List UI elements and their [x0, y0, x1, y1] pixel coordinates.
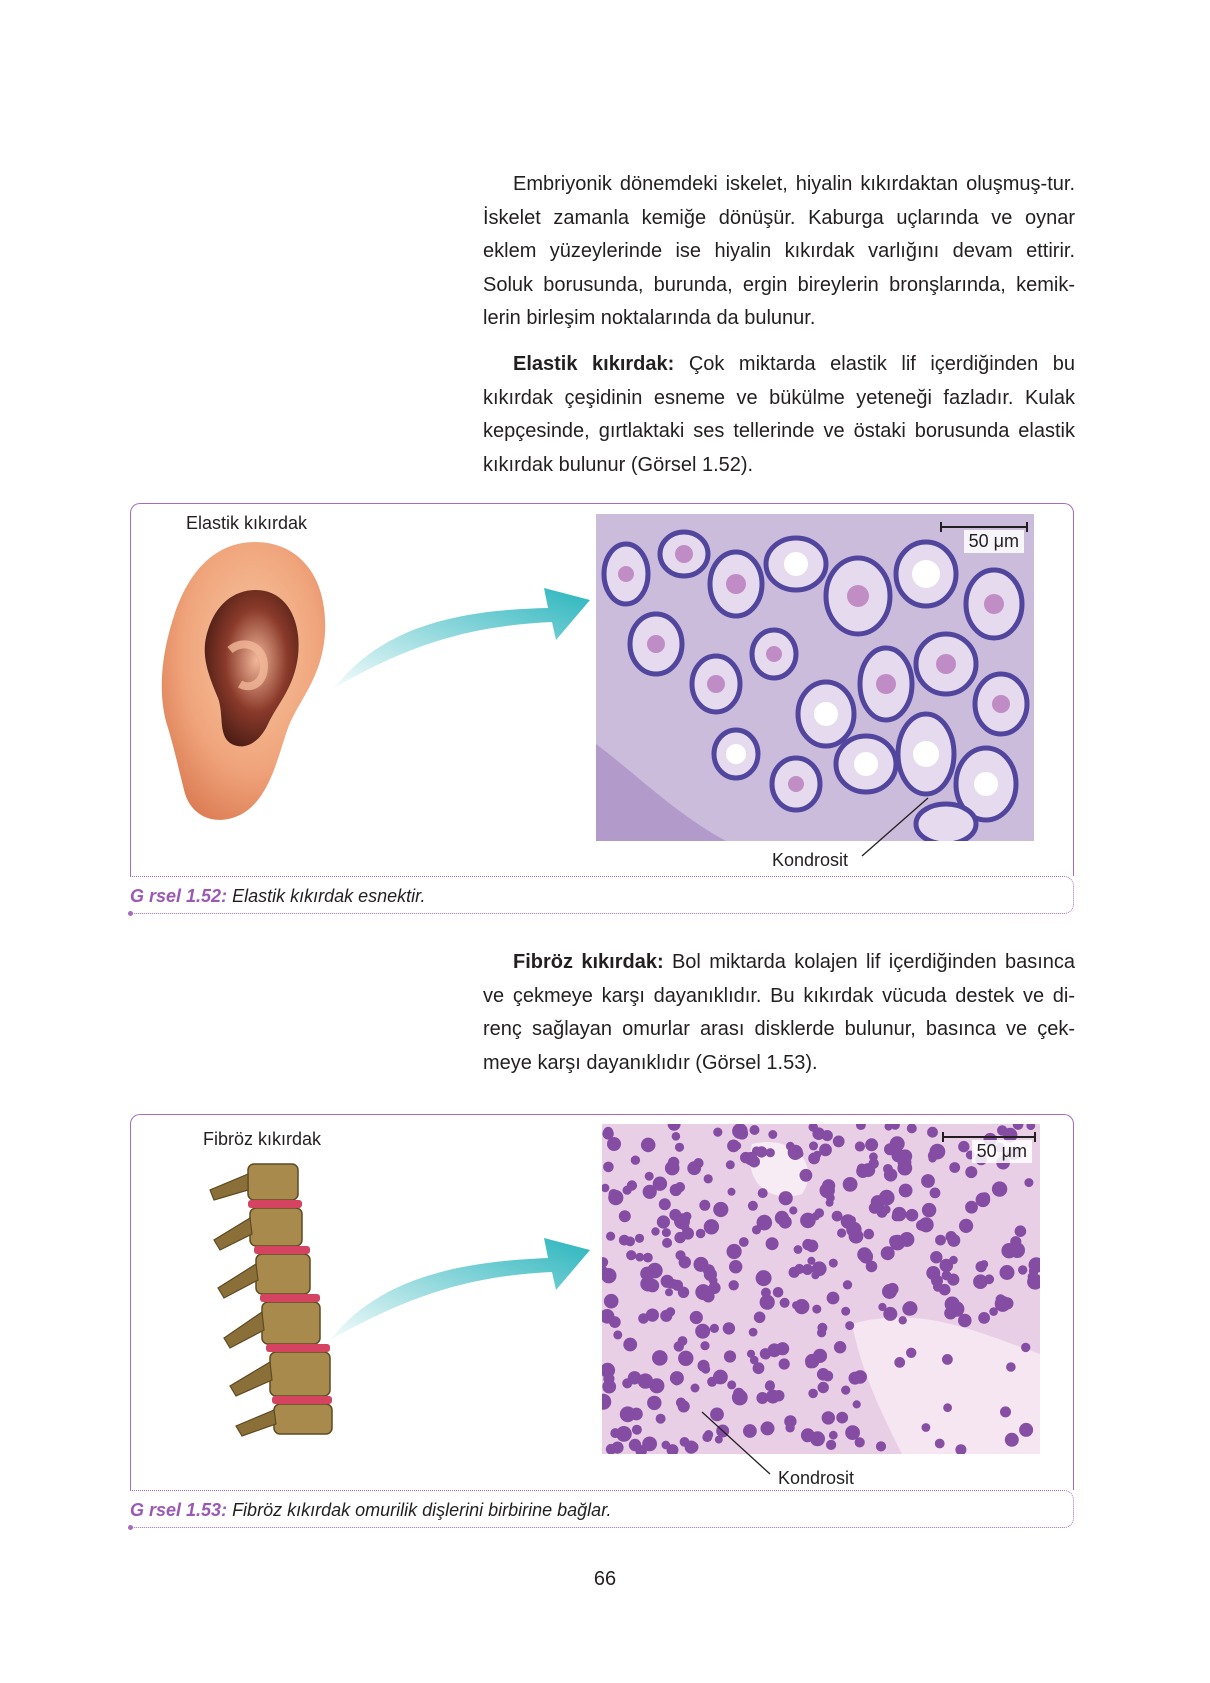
chondrocyte-nucleus [675, 1143, 684, 1152]
chondrocyte-nucleus [666, 1307, 675, 1316]
chondrocyte-nucleus [779, 1215, 792, 1228]
chondrocyte-nucleus [1000, 1265, 1015, 1280]
chondrocyte-nucleus [1005, 1433, 1019, 1447]
chondrocyte-nucleus [976, 1261, 987, 1272]
chondrocyte-nucleus [773, 1390, 784, 1401]
chondrocyte-nucleus [810, 1431, 825, 1446]
chondrocyte-nucleus [837, 1228, 846, 1237]
chondrocyte-nucleus [829, 1259, 838, 1268]
chondrocyte-nucleus [710, 1324, 719, 1333]
chondrocyte-nucleus [604, 1294, 619, 1309]
chondrocyte-nucleus [943, 1403, 952, 1412]
chondrocyte-nucleus [780, 1298, 790, 1308]
page-number: 66 [593, 1568, 617, 1590]
chondrocyte-nucleus [713, 1202, 728, 1217]
chondrocyte-nucleus [864, 1229, 875, 1240]
chondrocyte-nucleus [855, 1141, 865, 1151]
chondrocyte-nucleus [1018, 1265, 1027, 1274]
chondrocyte-nucleus [906, 1209, 919, 1222]
chondrocyte-nucleus [626, 1250, 636, 1260]
chondrocyte-nucleus [691, 1384, 700, 1393]
chondrocyte-nucleus [656, 1414, 666, 1424]
chondrocyte-nucleus [647, 1396, 661, 1410]
chondrocyte-nucleus [815, 1208, 825, 1218]
chondrocyte-nucleus [808, 1153, 820, 1165]
paragraph-hyaline [483, 168, 1075, 336]
figure-1-pointer-label: Kondrosit [772, 850, 849, 870]
term-elastic: Elastik kıkırdak: [513, 353, 675, 375]
chondrocyte-nucleus [876, 1441, 886, 1451]
chondrocyte-nucleus [978, 1312, 990, 1324]
chondrocyte-nucleus [707, 1377, 717, 1387]
chondrocyte-nucleus [827, 1292, 840, 1305]
chondrocyte-nucleus [809, 1141, 818, 1150]
chondrocyte-nucleus [623, 1338, 637, 1352]
chondrocyte-nucleus [857, 1164, 867, 1174]
chondrocyte-nucleus [750, 1125, 760, 1135]
spine-illustration [200, 1160, 340, 1438]
figure-2-caption-number: G rsel 1.53: [130, 1500, 228, 1520]
chondrocyte-nucleus [942, 1271, 952, 1281]
chondrocyte-nucleus [922, 1423, 931, 1432]
chondrocyte-nucleus [635, 1253, 644, 1262]
figure-2-caption [130, 1500, 612, 1521]
chondrocyte-nucleus [792, 1301, 800, 1309]
chondrocyte-nucleus [727, 1244, 742, 1259]
chondrocyte-nucleus [610, 1428, 620, 1438]
pointer-line-1 [860, 796, 930, 858]
chondrocyte-nucleus [739, 1237, 749, 1247]
chondrocyte-nucleus [819, 1144, 832, 1157]
chondrocyte-nucleus [682, 1212, 691, 1221]
chondrocyte-nucleus [646, 1279, 659, 1292]
chondrocyte-nucleus [1028, 1272, 1036, 1280]
chondrocyte-nucleus [628, 1371, 641, 1384]
scale-bar-2-label: 50 μm [972, 1140, 1032, 1163]
chondrocyte-nucleus [820, 1183, 835, 1198]
chondrocyte-nucleus [661, 1275, 674, 1288]
chondrocyte-nucleus [916, 1220, 927, 1231]
chondrocyte-nucleus [843, 1280, 852, 1289]
chondrocyte-nucleus [853, 1400, 861, 1408]
chondrocyte-nucleus [935, 1439, 945, 1449]
chondrocyte-nucleus [817, 1323, 827, 1333]
chondrocyte-nucleus [733, 1142, 741, 1150]
chondrocyte-nucleus [724, 1350, 736, 1362]
chondrocyte-nucleus [889, 1235, 901, 1247]
chondrocyte-nucleus [882, 1284, 897, 1299]
chondrocyte-nucleus [657, 1215, 670, 1228]
chondrocyte-nucleus [812, 1305, 821, 1314]
chondrocyte-nucleus [802, 1239, 813, 1250]
chondrocyte-nucleus [758, 1188, 768, 1198]
chondrocyte-nucleus [602, 1128, 613, 1139]
chondrocyte-nucleus [1001, 1243, 1016, 1258]
chondrocyte-nucleus [829, 1431, 838, 1440]
chondrocyte-nucleus [619, 1210, 631, 1222]
chondrocyte-nucleus [892, 1207, 906, 1221]
chondrocyte-nucleus [965, 1201, 978, 1214]
chondrocyte-nucleus [736, 1128, 748, 1140]
chondrocyte-nucleus [857, 1247, 872, 1262]
chondrocyte-nucleus [833, 1136, 845, 1148]
chondrocyte-nucleus [652, 1350, 668, 1366]
chondrocyte-nucleus [1001, 1297, 1013, 1309]
chondrocyte-nucleus [921, 1174, 935, 1188]
chondrocyte-nucleus [729, 1260, 742, 1273]
chondrocyte-nucleus [1024, 1178, 1033, 1187]
figure-2-caption-text: Fibröz kıkırdak omurilik dişlerini birbirine bağlar. [227, 1500, 612, 1520]
chondrocyte-nucleus [748, 1156, 760, 1168]
chondrocyte-nucleus [713, 1128, 722, 1137]
chondrocyte-nucleus [927, 1127, 938, 1138]
chondrocyte-nucleus [641, 1138, 656, 1153]
chondrocyte-nucleus [822, 1371, 833, 1382]
chondrocyte-nucleus [958, 1314, 972, 1328]
figure-1-label: Elastik kıkırdak [186, 513, 308, 533]
chondrocyte-nucleus [698, 1360, 710, 1372]
chondrocyte-nucleus [669, 1209, 681, 1221]
chondrocyte-nucleus [723, 1322, 735, 1334]
term-fibrous: Fibröz kıkırdak: [513, 951, 664, 973]
chondrocyte-nucleus [756, 1392, 768, 1404]
chondrocyte-nucleus [653, 1177, 667, 1191]
chondrocyte-nucleus [1000, 1406, 1011, 1417]
chondrocyte-nucleus [902, 1302, 916, 1316]
paragraph-hyaline-text: Embriyonik dönemdeki iskelet, hiyalin kıkırdaktan oluşmuş-tur. İskelet zamanla kemiğe dönüşür. Kaburga uçlarında ve oynar eklem yüzeylerinde ise hiyalin kıkırdak varlığını devam ettirir. Soluk borusunda, burunda, ergin bireylerin bronşlarında, kemik-lerin birleşim noktalarında da bulunur. [483, 173, 1075, 329]
chondrocyte-nucleus [729, 1280, 739, 1290]
chondrocyte-nucleus [693, 1158, 703, 1168]
chondrocyte-nucleus [887, 1145, 895, 1153]
chondrocyte-nucleus [846, 1222, 861, 1237]
chondrocyte-nucleus [700, 1341, 709, 1350]
chondrocyte-nucleus [992, 1181, 1007, 1196]
chondrocyte-nucleus [785, 1423, 794, 1432]
chondrocyte-nucleus [935, 1235, 946, 1246]
chondrocyte-nucleus [834, 1341, 846, 1353]
chondrocyte-nucleus [899, 1316, 907, 1324]
chondrocyte-nucleus [620, 1406, 636, 1422]
figure-1-caption-number: G rsel 1.52: [130, 886, 228, 906]
chondrocyte-nucleus [818, 1382, 829, 1393]
chondrocyte-nucleus [789, 1206, 797, 1214]
chondrocyte-nucleus [606, 1232, 615, 1241]
chondrocyte-nucleus [845, 1425, 860, 1440]
chondrocyte-nucleus [1019, 1423, 1033, 1437]
chondrocyte-nucleus [728, 1188, 736, 1196]
chondrocyte-nucleus [884, 1168, 897, 1181]
chondrocyte-nucleus [646, 1309, 659, 1322]
paragraph-fibrous-text: Bol miktarda kolajen lif içerdiğinden basınca ve çekmeye karşı dayanıklıdır. Bu kıkırdak vücuda destek ve di-renç sağlayan omurlar arası disklerde bulunur, basınca ve çek-meye karşı dayanıklıdır (Görsel 1.53). [483, 951, 1075, 1074]
chondrocyte-nucleus [732, 1390, 748, 1406]
arrow-1 [330, 570, 592, 690]
chondrocyte-nucleus [841, 1386, 850, 1395]
chondrocyte-nucleus [832, 1211, 843, 1222]
chondrocyte-nucleus [765, 1381, 775, 1391]
chondrocyte-nucleus [678, 1400, 690, 1412]
chondrocyte-nucleus [843, 1177, 858, 1192]
chondrocyte-nucleus [749, 1328, 758, 1337]
chondrocyte-nucleus [602, 1380, 616, 1394]
chondrocyte-nucleus [822, 1411, 835, 1424]
scale-bar-1 [940, 526, 1028, 560]
chondrocyte-nucleus [673, 1377, 681, 1385]
chondrocyte-nucleus [940, 1259, 954, 1273]
chondrocyte-nucleus [613, 1330, 622, 1339]
elastic-cartilage-micrograph [596, 514, 1034, 841]
chondrocyte-nucleus [786, 1142, 795, 1151]
paragraph-fibrous [483, 946, 1075, 1080]
chondrocyte-nucleus [635, 1234, 644, 1243]
chondrocyte-nucleus [768, 1130, 777, 1139]
chondrocyte-nucleus [756, 1146, 767, 1157]
arrow-2 [326, 1220, 592, 1342]
chondrocyte-nucleus [865, 1138, 878, 1151]
chondrocyte-nucleus [760, 1348, 771, 1359]
chondrocyte-nucleus [898, 1156, 912, 1170]
chondrocyte-nucleus [678, 1351, 693, 1366]
chondrocyte-nucleus [922, 1203, 936, 1217]
chondrocyte-nucleus [695, 1324, 710, 1339]
chondrocyte-nucleus [945, 1297, 960, 1312]
chondrocyte-nucleus [699, 1200, 710, 1211]
scale-bar-1-label: 50 μm [964, 530, 1024, 553]
chondrocyte-nucleus [841, 1307, 850, 1316]
chondrocyte-nucleus [973, 1274, 988, 1289]
chondrocyte-nucleus [789, 1267, 800, 1278]
chondrocyte-nucleus [695, 1284, 711, 1300]
chondrocyte-nucleus [947, 1234, 960, 1247]
chondrocyte-nucleus [1006, 1362, 1016, 1372]
chondrocyte-nucleus [779, 1191, 793, 1205]
chondrocyte-nucleus [704, 1174, 713, 1183]
chondrocyte-nucleus [942, 1354, 953, 1365]
chondrocyte-nucleus [727, 1380, 736, 1389]
chondrocyte-nucleus [619, 1235, 630, 1246]
chondrocyte-nucleus [811, 1271, 819, 1279]
chondrocyte-nucleus [662, 1238, 672, 1248]
chondrocyte-nucleus [906, 1348, 916, 1358]
chondrocyte-nucleus [930, 1251, 942, 1263]
chondrocyte-nucleus [668, 1157, 679, 1168]
chondrocyte-nucleus [773, 1287, 784, 1298]
chondrocyte-nucleus [704, 1268, 717, 1281]
ear-illustration [160, 538, 330, 826]
chondrocyte-nucleus [1015, 1225, 1027, 1237]
chondrocyte-nucleus [979, 1192, 990, 1203]
chondrocyte-nucleus [659, 1198, 671, 1210]
chondrocyte-nucleus [866, 1261, 878, 1273]
chondrocyte-nucleus [623, 1186, 632, 1195]
chondrocyte-nucleus [808, 1389, 818, 1399]
chondrocyte-nucleus [748, 1201, 758, 1211]
chondrocyte-nucleus [802, 1264, 813, 1275]
chondrocyte-nucleus [675, 1250, 685, 1260]
chondrocyte-nucleus [807, 1257, 815, 1265]
chondrocyte-nucleus [642, 1437, 657, 1452]
chondrocyte-nucleus [696, 1229, 706, 1239]
chondrocyte-nucleus [883, 1307, 897, 1321]
chondrocyte-nucleus [685, 1441, 698, 1454]
chondrocyte-nucleus [754, 1312, 766, 1324]
chondrocyte-nucleus [681, 1223, 689, 1231]
chondrocyte-nucleus [726, 1160, 735, 1169]
chondrocyte-nucleus [989, 1307, 998, 1316]
chondrocyte-nucleus [959, 1219, 973, 1233]
chondrocyte-nucleus [805, 1354, 819, 1368]
chondrocyte-nucleus [675, 1182, 685, 1192]
figure-2-label: Fibröz kıkırdak [203, 1129, 322, 1149]
scale-bar-2 [942, 1136, 1036, 1170]
chondrocyte-nucleus [882, 1205, 891, 1214]
chondrocyte-nucleus [608, 1190, 623, 1205]
chondrocyte-nucleus [756, 1270, 772, 1286]
chondrocyte-nucleus [930, 1188, 941, 1199]
paragraph-elastic [483, 348, 1075, 482]
chondrocyte-nucleus [761, 1288, 771, 1298]
chondrocyte-nucleus [899, 1184, 913, 1198]
chondrocyte-nucleus [757, 1215, 773, 1231]
chondrocyte-nucleus [631, 1156, 640, 1165]
chondrocyte-nucleus [690, 1311, 703, 1324]
chondrocyte-nucleus [674, 1341, 684, 1351]
figure-1-caption-text: Elastik kıkırdak esnektir. [227, 886, 426, 906]
pointer-line-2 [700, 1410, 772, 1476]
fibrous-cartilage-micrograph [602, 1124, 1040, 1454]
chondrocyte-nucleus [629, 1439, 641, 1451]
paragraph-elastic-text: Çok miktarda elastik lif içerdiğinden bu kıkırdak çeşidinin esneme ve bükülme yeteneği fazladır. Kulak kepçesinde, gırtlaktaki ses tellerinde ve östaki borusunda elastik kıkırdak bulunur (Görsel 1.52). [483, 353, 1076, 476]
chondrocyte-nucleus [645, 1172, 654, 1181]
chondrocyte-nucleus [766, 1237, 779, 1250]
chondrocyte-nucleus [826, 1440, 836, 1450]
chondrocyte-nucleus [894, 1357, 905, 1368]
chondrocyte-nucleus [931, 1275, 943, 1287]
chondrocyte-nucleus [879, 1190, 895, 1206]
figure-2-pointer-label: Kondrosit [778, 1468, 855, 1488]
chondrocyte-nucleus [800, 1169, 813, 1182]
chondrocyte-nucleus [845, 1321, 854, 1330]
chondrocyte-nucleus [643, 1253, 653, 1263]
chondrocyte-nucleus [632, 1425, 642, 1435]
chondrocyte-nucleus [1021, 1343, 1030, 1352]
figure-1-caption [130, 886, 425, 907]
chondrocyte-nucleus [802, 1432, 813, 1443]
chondrocyte-nucleus [603, 1162, 614, 1173]
chondrocyte-nucleus [794, 1245, 803, 1254]
chondrocyte-nucleus [779, 1358, 790, 1369]
chondrocyte-nucleus [836, 1412, 848, 1424]
chondrocyte-nucleus [672, 1132, 681, 1141]
chondrocyte-nucleus [651, 1227, 659, 1235]
chondrocyte-nucleus [853, 1370, 867, 1384]
chondrocyte-nucleus [662, 1228, 671, 1237]
chondrocyte-nucleus [750, 1356, 759, 1365]
chondrocyte-nucleus [704, 1219, 719, 1234]
chondrocyte-nucleus [665, 1288, 673, 1296]
chondrocyte-nucleus [928, 1154, 936, 1162]
